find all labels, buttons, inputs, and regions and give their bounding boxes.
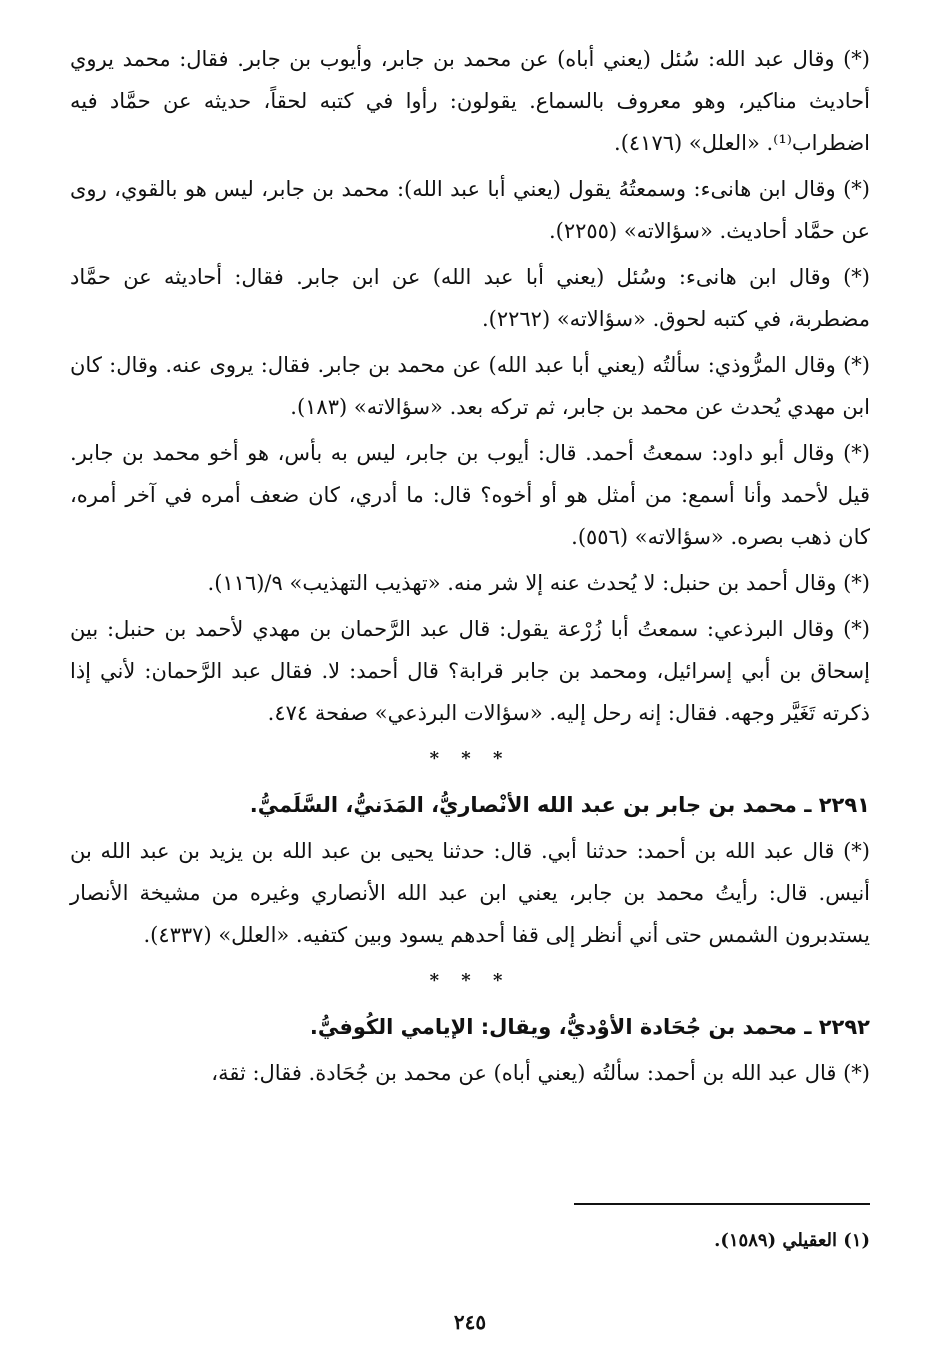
footnote: (١) العقيلي (١٥٨٩).: [714, 1230, 870, 1251]
paragraph-bardhaʿi: (*) وقال البرذعي: سمعتُ أبا زُرْعة يقول: قال عبد الرَّحمان بن مهدي لأحمد بن حنبل: بين إسحاق بن أبي إسرائيل، ومحمد بن جابر قرابة؟ قال أحمد: لا. فقال عبد الرَّحمان: لأني إذا ذكرته تَغَيَّر وجهه. فقال: إنه رحل إليه. «سؤالات البرذعي» صفحة ٤٧٤.: [70, 617, 870, 725]
paragraph-entry-2291: (*) قال عبد الله بن أحمد: حدثنا أبي. قال: حدثنا يحيى بن عبد الله بن يزيد بن عبد الله بن أنيس. قال: رأيتُ محمد بن جابر، يعني ابن عبد الله الأنصاري وغيره من مشيخة الأنصار يستدبرون الشمس حتى أني أنظر إلى قفا أحدهم يسود وبين كتفيه. «العلل» (٤٣٣٧).: [70, 839, 870, 947]
footnote-divider: [574, 1203, 870, 1205]
page: [70, 38, 870, 1338]
entry-heading-2292: ٢٢٩٢ ـ محمد بن جُحَادة الأوْديُّ، ويقال: الإيامي الكُوفيُّ.: [309, 1015, 870, 1039]
paragraph-abdullah-question: (*) وقال عبد الله: سُئل (يعني أباه) عن محمد بن جابر، وأيوب بن جابر. فقال: محمد يروي أحاديث مناكير، وهو معروف بالسماع. يقولون: رأوا في كتبه لحقاً، حديثه عن حمَّاد فيه اضطراب⁽¹⁾. «العلل» (٤١٧٦).: [70, 47, 870, 155]
paragraph-marrudhi: (*) وقال المرُّوذي: سألتُه (يعني أبا عبد الله) عن محمد بن جابر. فقال: يروى عنه. وقال: كان ابن مهدي يُحدث عن محمد بن جابر، ثم تركه بعد. «سؤالاته» (١٨٣).: [70, 353, 870, 419]
page-number: ٢٤٥: [453, 1310, 487, 1334]
entry-heading-2291: ٢٢٩١ ـ محمد بن جابر بن عبد الله الأنْصاريُّ، المَدَنيُّ، السَّلَميُّ.: [249, 793, 870, 817]
paragraph-ibn-hani-2: (*) وقال ابن هانىء: وسُئل (يعني أبا عبد الله) عن ابن جابر. فقال: أحاديثه عن حمَّاد مضطربة، في كتبه لحوق. «سؤالاته» (٢٢٦٢).: [70, 265, 870, 331]
section-separator: * * *: [429, 970, 511, 991]
section-separator: * * *: [429, 748, 511, 769]
paragraph-entry-2292: (*) قال عبد الله بن أحمد: سألتُه (يعني أباه) عن محمد بن جُحَادة. فقال: ثقة،: [211, 1061, 870, 1085]
paragraph-ahmad-bin-hanbal: (*) وقال أحمد بن حنبل: لا يُحدث عنه إلا شر منه. «تهذيب التهذيب» ٩/(١١٦).: [207, 571, 870, 595]
paragraph-ibn-hani-1: (*) وقال ابن هانىء: وسمعتُهُ يقول (يعني أبا عبد الله): محمد بن جابر، ليس هو بالقوي، روى عن حمَّاد أحاديث. «سؤالاته» (٢٢٥٥).: [70, 177, 870, 243]
paragraph-abu-dawud: (*) وقال أبو داود: سمعتُ أحمد. قال: أيوب بن جابر، ليس به بأس، هو أخو محمد بن جابر. قيل لأحمد وأنا أسمع: من أمثل هو أو أخوه؟ قال: ما أدري، كان ضعف أمره في آخر أمره، كان ذهب بصره. «سؤالاته» (٥٥٦).: [70, 441, 870, 549]
